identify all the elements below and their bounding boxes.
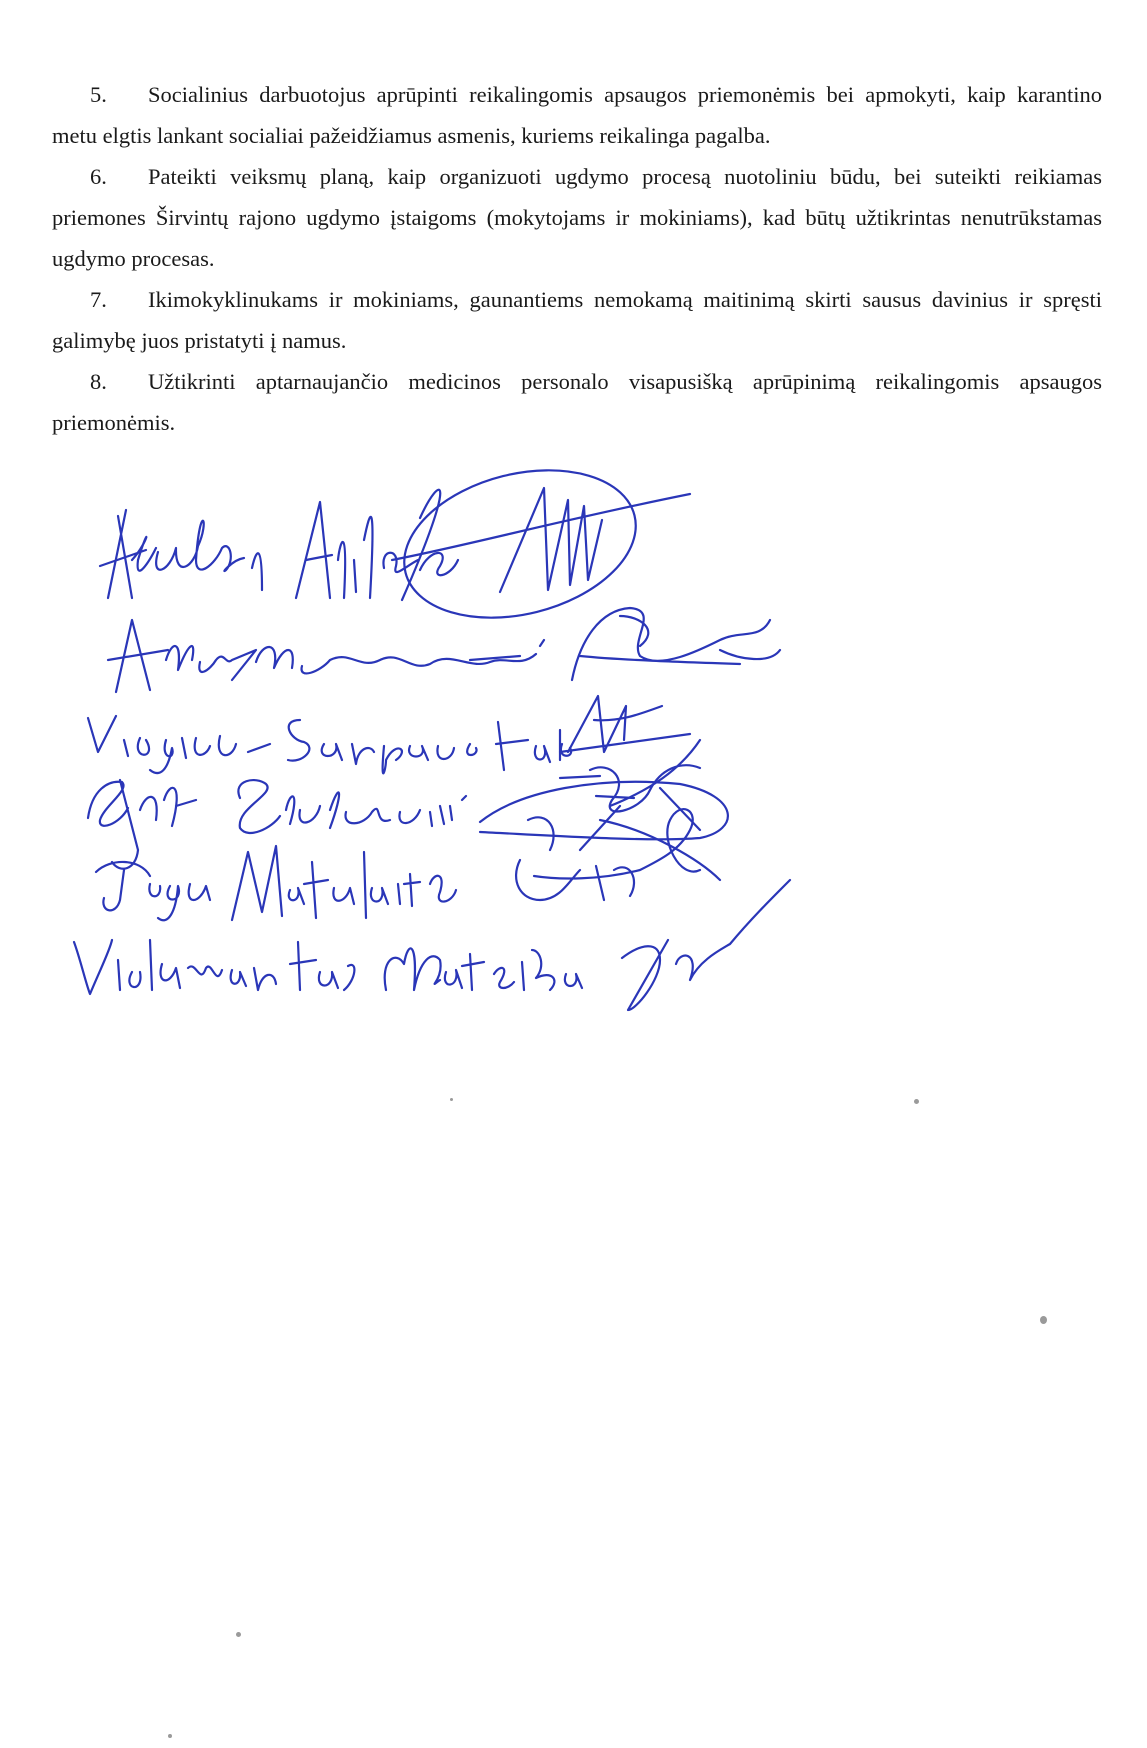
scan-speck [450, 1098, 453, 1101]
signature-vidmantas-mateika [74, 880, 790, 1010]
paragraph-number: 5. [90, 82, 107, 107]
scan-speck [914, 1099, 919, 1104]
paragraph-number: 6. [90, 164, 107, 189]
paragraph-6 [52, 156, 1102, 279]
signature-virginijus-sarpauskas [88, 696, 690, 773]
decision-text [52, 74, 1102, 443]
scan-speck [1040, 1316, 1047, 1324]
paragraph-text: Užtikrinti aptarnaujančio medicinos personalo visapusišką aprūpinimą reikalingomis apsaugos priemonėmis. [52, 369, 1102, 435]
paragraph-number: 8. [90, 369, 107, 394]
paragraph-8 [52, 361, 1102, 443]
paragraph-7 [52, 279, 1102, 361]
signature-alfredas-antikas [100, 448, 690, 641]
signature-birute-stukeniene [88, 730, 728, 869]
paragraph-number: 7. [90, 287, 107, 312]
paragraph-5 [52, 74, 1102, 156]
paragraph-text: Pateikti veiksmų planą, kaip organizuoti ugdymo procesą nuotoliniu būdu, bei suteikti reikiamas priemones Širvintų rajono ugdymo įstaigoms (mokytojams ir mokiniams), kad būtų užtikrintas nenutrūkstamas ugdymo procesas. [52, 164, 1102, 271]
signature-asta-kumenaitiene [108, 608, 780, 692]
signature-inga-matuliauskaite [96, 809, 720, 920]
paragraph-text: Socialinius darbuotojus aprūpinti reikalingomis apsaugos priemonėmis bei apmokyti, kaip karantino metu elgtis lankant socialiai pažeidžiamus asmenis, kuriems reikalinga pagalba. [52, 82, 1102, 148]
scan-speck [168, 1734, 172, 1738]
paragraph-text: Ikimokyklinukams ir mokiniams, gaunantiems nemokamą maitinimą skirti sausus davinius ir spręsti galimybę juos pristatyti į namus. [52, 287, 1102, 353]
scan-speck [236, 1632, 241, 1637]
